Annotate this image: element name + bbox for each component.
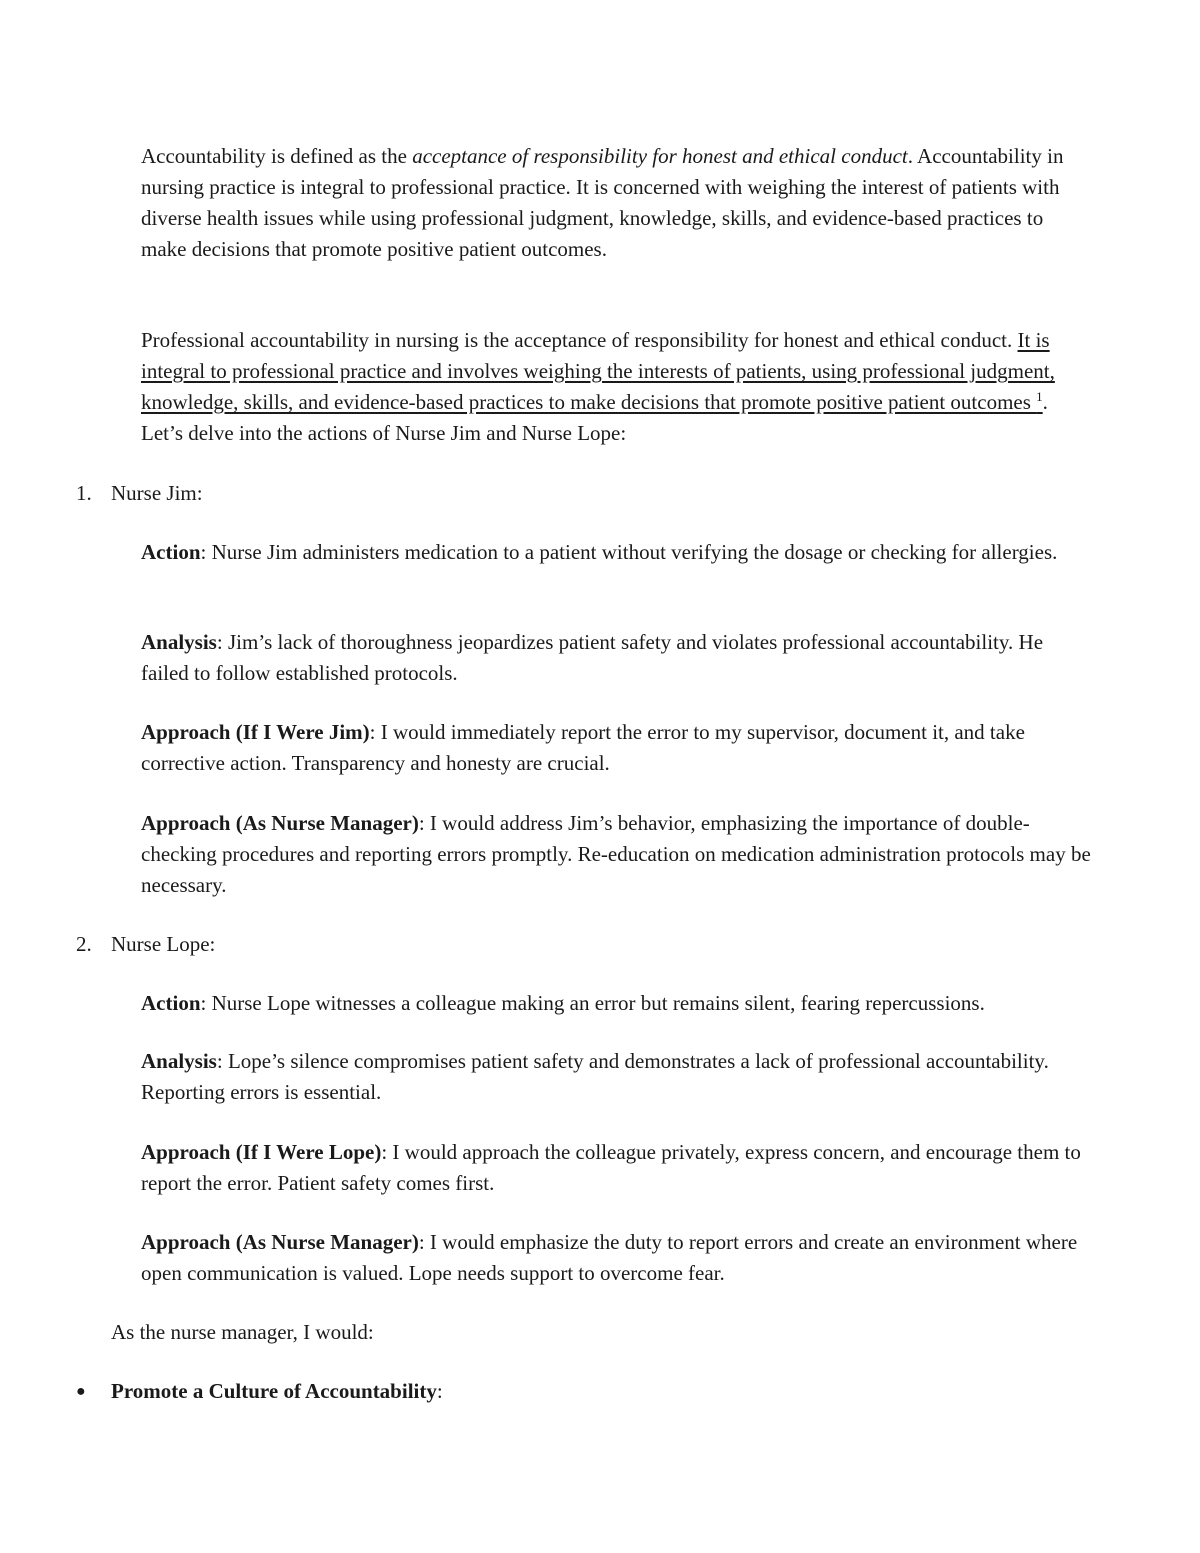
- approach-manager-text: : I would address Jim’s behavior, emphasizing the importance of double-checking procedures and reporting errors promptly. Re-education on medication administration protocols may be necessary.: [141, 811, 1091, 897]
- analysis-text: : Lope’s silence compromises patient safety and demonstrates a lack of professional accountability. Reporting errors is essential.: [141, 1049, 1049, 1104]
- approach-self-block: [141, 1137, 1091, 1199]
- intro-definition: acceptance of responsibility for honest and ethical conduct: [412, 144, 908, 168]
- intro-lead: Accountability is defined as the: [141, 144, 413, 168]
- analysis-label: Analysis: [141, 1049, 217, 1073]
- accountability-paragraph: [141, 325, 1091, 449]
- approach-self-text: : I would approach the colleague privately, express concern, and encourage them to report the error. Patient safety comes first.: [141, 1140, 1081, 1195]
- approach-manager-label: Approach (As Nurse Manager): [141, 1230, 419, 1254]
- analysis-block: [141, 627, 1091, 689]
- list-item-heading: [76, 929, 215, 960]
- approach-self-block: [141, 717, 1091, 779]
- action-text: : Nurse Lope witnesses a colleague making an error but remains silent, fearing repercussions.: [200, 991, 985, 1015]
- action-label: Action: [141, 991, 201, 1015]
- approach-self-label: Approach (If I Were Lope): [141, 1140, 382, 1164]
- para2-lead: Professional accountability in nursing is the acceptance of responsibility for honest and ethical conduct.: [141, 328, 1018, 352]
- approach-manager-label: Approach (As Nurse Manager): [141, 811, 419, 835]
- intro-rest: . Accountability in nursing practice is integral to professional practice. It is concerned with weighing the interest of patients with diverse health issues while using professional judgment, knowledge, skills, and evidence-based practices to make decisions that promote positive patient outcomes.: [141, 144, 1064, 261]
- bullet-text: :: [436, 1379, 443, 1403]
- intro-paragraph: [141, 141, 1091, 265]
- action-label: Action: [141, 540, 201, 564]
- list-item-title: Nurse Lope:: [111, 932, 216, 956]
- analysis-label: Analysis: [141, 630, 217, 654]
- para2-rest: . Let’s delve into the actions of Nurse Jim and Nurse Lope:: [141, 390, 1048, 445]
- list-number: 1.: [76, 481, 92, 505]
- approach-manager-block: [141, 808, 1091, 901]
- list-item-title: Nurse Jim:: [111, 481, 203, 505]
- approach-self-text: : I would immediately report the error to my supervisor, document it, and take corrective action. Transparency and honesty are crucial.: [141, 720, 1025, 775]
- approach-self-label: Approach (If I Were Jim): [141, 720, 370, 744]
- action-block: [141, 537, 1091, 568]
- analysis-text: : Jim’s lack of thoroughness jeopardizes patient safety and violates professional accountability. He failed to follow established protocols.: [141, 630, 1044, 685]
- approach-manager-text: : I would emphasize the duty to report errors and create an environment where open communication is valued. Lope needs support to overcome fear.: [141, 1230, 1078, 1285]
- action-block: [141, 988, 1091, 1019]
- bullet-icon: ●: [76, 1383, 86, 1400]
- bullet-label: Promote a Culture of Accountability: [111, 1379, 437, 1403]
- list-item-heading: [76, 478, 203, 509]
- analysis-block: [141, 1046, 1091, 1108]
- bullet-item: [76, 1376, 443, 1407]
- para2-underlined: It is integral to professional practice and involves weighing the interests of patients, using professional judgment, knowledge, skills, and evidence-based practices to make decisions that promote positive patient outcomes $^1$: [141, 328, 1055, 414]
- list-number: 2.: [76, 932, 92, 956]
- footnote-ref[interactable]: 1: [1036, 389, 1043, 404]
- summary-line: As the nurse manager, I would:: [111, 1320, 374, 1344]
- action-text: : Nurse Jim administers medication to a patient without verifying the dosage or checking for allergies.: [200, 540, 1058, 564]
- approach-manager-block: [141, 1227, 1091, 1289]
